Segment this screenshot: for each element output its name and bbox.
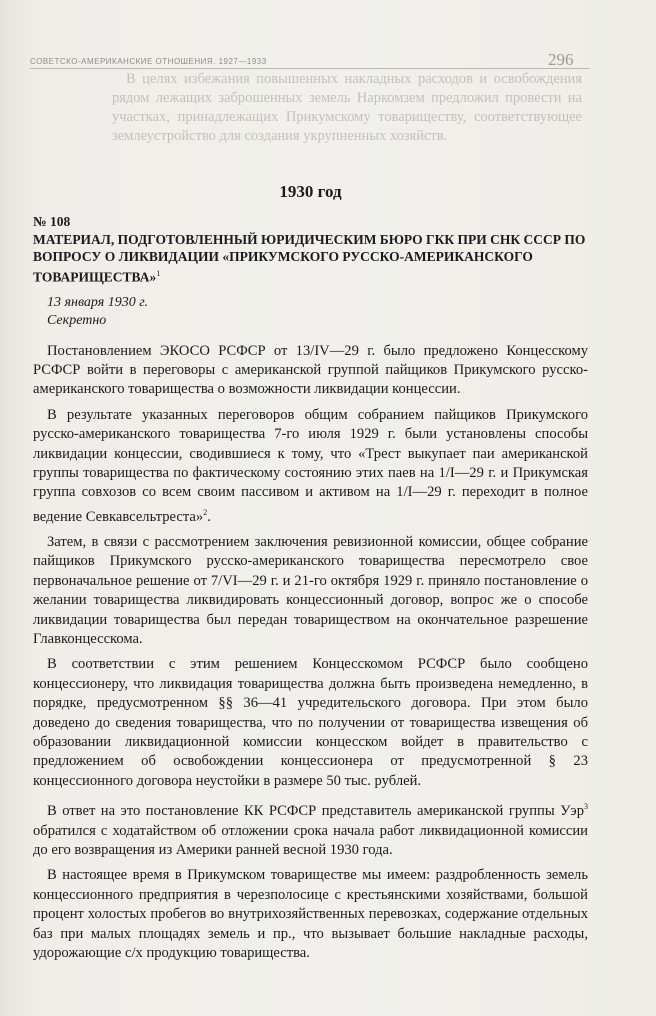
document-content (33, 180, 588, 969)
footnote-marker: 3 (584, 802, 588, 812)
year-heading: 1930 год (279, 182, 342, 201)
running-title: СОВЕТСКО-АМЕРИКАНСКИЕ ОТНОШЕНИЯ. 1927—1933 (30, 57, 267, 66)
paragraph-text: Постановлением ЭКОСО РСФСР от 13/IV—29 г. было предложено Концесскому РСФСР войти в переговоры с американской группой пайщиков Прикумского русско-американского товарищества о возможности ликвидации концессии. (33, 342, 588, 398)
page-number: 296 (548, 50, 574, 69)
paragraph-text: Затем, в связи с рассмотрением заключения ревизионной комиссии, общее собрание пайщиков Прикумского русско-американского товарищества пересмотрело свое первоначальное решение от 7/VI—29 г. и 21-го октября 1929 г. приняло постановление о желании товарищества ликвидировать концессионный договор, вопрос же о способе ликвидации товарищества был передан товариществом на окончательное разрешение Главконцесскома. (33, 534, 588, 648)
paragraph: В результате указанных переговоров общим собранием пайщиков Прикумского русско-американского товарищества 7-го июля 1929 г. были установлены способы ликвидации концессии, сводившиеся к тому, что «Трест выкупает паи американской группы товарищества по фактическому состоянию этих паев на 1/I—29 г. и Прикумская группа совхозов со всем своим пассивом и активом на 1/I—29 г. переходит в полное ведение Севкавсельтреста»$^2$. (33, 406, 588, 525)
document-number: № 108 (33, 214, 71, 229)
paragraph-text-continued: обратился с ходатайством об отложении срока начала работ ликвидационной комиссии до его возвращения из Америки ранней весной 1930 года. (33, 822, 588, 858)
paragraph-text: В соответствии с этим решением Концесскомом РСФСР было сообщено концессионеру, что ликвидация товарищества должна быть произведена немедленно, в порядке, предусмотренном §§ 36—41 учредительского договора. При этом было доведено до сведения товарищества, что по получении от товарищества извещения об образовании ликвидационной комиссии концесском войдет в правительство с предложением об освобождении концессионера от предусмотренной § 23 концессионного договора неустойки в размере 50 тыс. рублей. (33, 656, 588, 789)
document-title-text: МАТЕРИАЛ, ПОДГОТОВЛЕННЫЙ ЮРИДИЧЕСКИМ БЮРО ГКК ПРИ СНК СССР ПО ВОПРОСУ О ЛИКВИДАЦИИ «ПРИКУМСКОГО РУССКО-АМЕРИКАНСКОГО ТОВАРИЩЕСТВА» (33, 232, 586, 285)
paragraph (33, 797, 588, 860)
document-title (33, 231, 588, 286)
paragraph (33, 533, 588, 649)
paragraph (33, 342, 588, 400)
paragraph (33, 866, 588, 963)
document-date: 13 января 1930 г. (47, 294, 149, 310)
footnote-marker: 1 (156, 269, 161, 278)
running-header (30, 52, 590, 69)
paragraph-text: В ответ на это постановление КК РСФСР представитель американской группы Уэр (47, 803, 584, 820)
paragraph (33, 655, 588, 791)
bleed-through-text (112, 70, 582, 146)
paragraph-text: В результате указанных переговоров общим собранием пайщиков Прикумского русско-американского товарищества 7-го июля 1929 г. были установлены способы ликвидации концессии, сводившиеся к тому, что «Трест выкупает паи американской группы товарищества по фактическому состоянию этих паев на 1/I—29 г. и Прикумская группа совхозов со всем своим пассивом и активом на 1/I—29 г. переходит в полное ведение Севкавсельтреста» (33, 406, 588, 525)
document-body (33, 342, 588, 964)
classification-mark: Секретно (47, 312, 107, 328)
footnote-marker: 2 (203, 507, 208, 517)
paragraph-text: В настоящее время в Прикумском товариществе мы имеем: раздробленность земель концессионного предприятия в черезполосице с крестьянскими хозяйствами, большой процент холостых пробегов во внутрихозяйственных перевозках, содержание отдельных баз при малых площадях земель и пр., что вызывает большие накладные расходы, удорожающие с/х продукцию товарищества. (33, 867, 588, 961)
ghost-paragraph: В целях избежания повышенных накладных расходов и освобождения рядом лежащих заброшенных земель Наркомзем предложил провести на участках, принадлежащих Прикумскому товариществу, соответствующее землеустройство для создания укрупненных хозяйств. (112, 71, 582, 144)
